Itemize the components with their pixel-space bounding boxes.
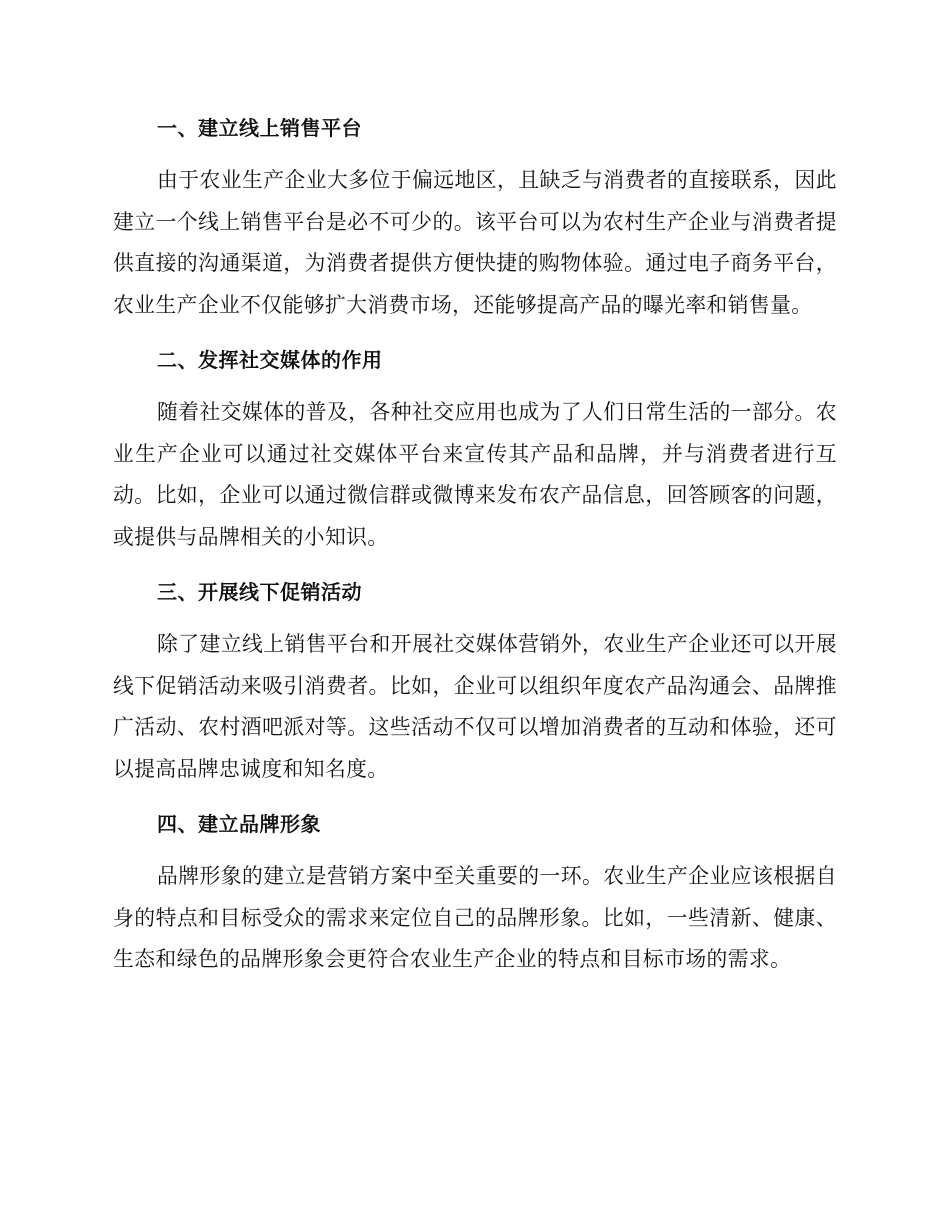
section-heading: 四、建立品牌形象 [157,812,321,836]
section-paragraph: 除了建立线上销售平台和开展社交媒体营销外，农业生产企业还可以开展线下促销活动来吸引消费者。比如，企业可以组织年度农产品沟通会、品牌推广活动、农村酒吧派对等。这些活动不仅可以增加消费者的互动和体验，还可以提高品牌忠诚度和知名度。 [113,632,837,781]
section-heading: 一、建立线上销售平台 [157,116,362,140]
section-offline-promotion [113,572,837,790]
section-heading: 二、发挥社交媒体的作用 [157,348,383,372]
section-heading: 三、开展线下促销活动 [157,580,362,604]
section-paragraph: 由于农业生产企业大多位于偏远地区，且缺乏与消费者的直接联系，因此建立一个线上销售平台是必不可少的。该平台可以为农村生产企业与消费者提供直接的沟通渠道，为消费者提供方便快捷的购物体验。通过电子商务平台，农业生产企业不仅能够扩大消费市场，还能够提高产品的曝光率和销售量。 [113,168,837,317]
section-paragraph: 随着社交媒体的普及，各种社交应用也成为了人们日常生活的一部分。农业生产企业可以通过社交媒体平台来宣传其产品和品牌，并与消费者进行互动。比如，企业可以通过微信群或微博来发布农产品信息，回答顾客的问题，或提供与品牌相关的小知识。 [113,400,837,549]
section-paragraph: 品牌形象的建立是营销方案中至关重要的一环。农业生产企业应该根据自身的特点和目标受众的需求来定位自己的品牌形象。比如，一些清新、健康、生态和绿色的品牌形象会更符合农业生产企业的特点和目标市场的需求。 [113,864,837,971]
section-online-sales [113,108,837,326]
section-social-media [113,340,837,558]
section-brand-image [113,804,837,981]
document-page [113,108,837,995]
